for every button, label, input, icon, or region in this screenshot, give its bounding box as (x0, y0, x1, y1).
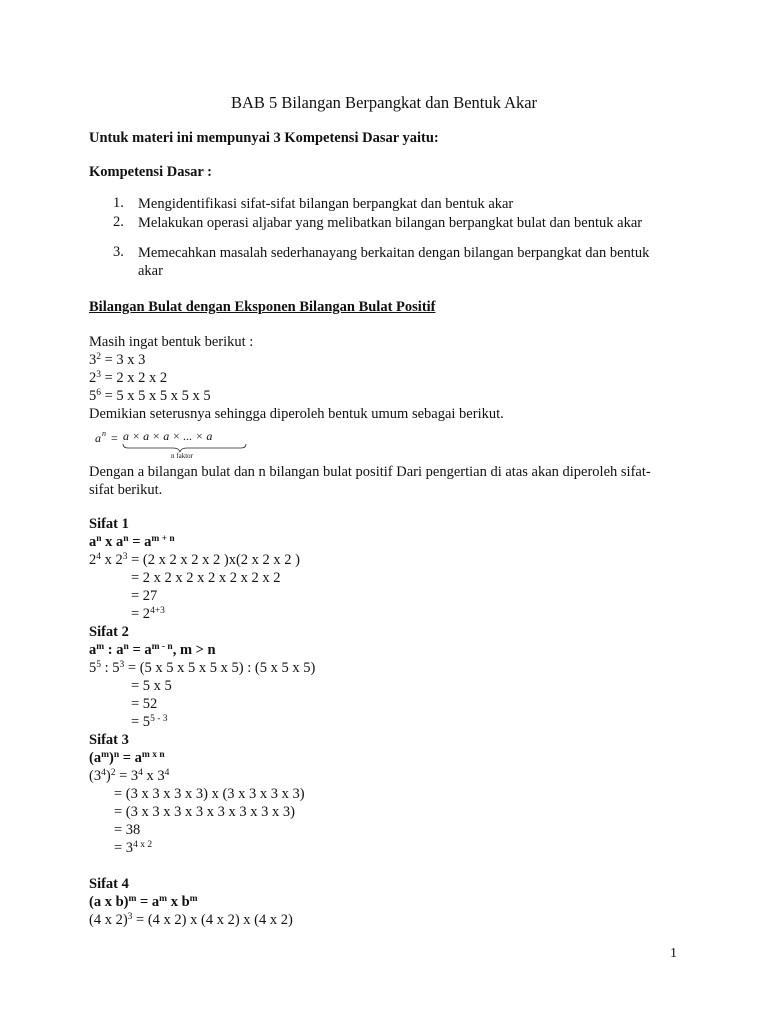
sifat-3-step: = 38 (114, 822, 141, 838)
sifat-3-step: = (3 x 3 x 3 x 3 x 3 x 3 x 3 x 3) (114, 804, 295, 820)
example-line: $5^6 = 5$ x 5 x 5 x 5 x 5 (89, 388, 211, 404)
sifat-4-example: (4 x 2)$^3$ = (4 x 2) x (4 x 2) x (4 x 2) (89, 912, 293, 928)
list-number: 1. (113, 195, 124, 211)
kd-heading: Kompetensi Dasar : (89, 164, 212, 180)
sifat-1-step: = 27 (131, 588, 158, 604)
sifat-1-example: $2^4$ x $2^3 = (2$ x 2 x 2 x 2 )x(2 x 2 x 2 ) (89, 552, 300, 568)
general-text: Demikian seterusnya sehingga diperoleh bentuk umum sebagai berikut. (89, 406, 504, 422)
list-item: Memecahkan masalah sederhanayang berkaitan dengan bilangan berpangkat dan bentuk (138, 245, 650, 261)
list-number: 3. (113, 244, 124, 260)
sifat-3-heading: Sifat 3 (89, 732, 129, 748)
intro-text: Untuk materi ini mempunyai 3 Kompetensi Dasar yaitu: (89, 130, 439, 146)
list-number: 2. (113, 214, 124, 230)
sifat-4-heading: Sifat 4 (89, 876, 129, 892)
list-item: Melakukan operasi aljabar yang melibatkan bilangan berpangkat bulat dan bentuk akar (138, 215, 643, 231)
svg-text:a: a (95, 431, 101, 445)
sifat-3-rule: $(a^m)^n = a^{m x n}$ (89, 750, 165, 766)
svg-text:a × a × a × ... × a: a × a × a × ... × a (123, 429, 213, 443)
svg-text:=: = (111, 431, 118, 445)
general-formula (93, 427, 263, 459)
section-heading: Bilangan Bulat dengan Eksponen Bilangan Bulat Positif (89, 299, 436, 315)
sifat-3-example: $(3^4)^2 = 3^4$ x $3^4$ (89, 768, 170, 784)
sifat-1-step: = 2 x 2 x 2 x 2 x 2 x 2 x 2 (131, 570, 281, 586)
sifat-2-step: = $5^{5 - 3}$ (131, 714, 168, 730)
sifat-3-step: = $3^{4 x 2}$ (114, 840, 153, 856)
sifat-1-rule: $a^n$ x $a^n = a^{m + n}$ (89, 534, 175, 550)
svg-text:n faktor: n faktor (171, 452, 193, 459)
sifat-4-rule: (a x $b)^m = a^m$ x $b^m$ (89, 894, 198, 910)
sifat-2-step: = 52 (131, 696, 158, 712)
sifat-1-step: = $2^{4+3}$ (131, 606, 165, 622)
list-item-continued: akar (138, 263, 163, 279)
sifat-2-heading: Sifat 2 (89, 624, 129, 640)
page-number: 1 (670, 946, 677, 961)
definition-text: Dengan a bilangan bulat dan n bilangan bulat positif Dari pengertian di atas akan diperoleh sifat- (89, 464, 651, 480)
example-line: $2^3 = 2$ x 2 x 2 (89, 370, 168, 386)
definition-text: sifat berikut. (89, 482, 163, 498)
sifat-1-heading: Sifat 1 (89, 516, 129, 532)
recall-text: Masih ingat bentuk berikut : (89, 334, 254, 350)
sifat-3-step: = (3 x 3 x 3 x 3) x (3 x 3 x 3 x 3) (114, 786, 305, 802)
sifat-2-example: $5^5$ : $5^3 = (5$ x 5 x 5 x 5 x 5) : (5 x 5 x 5) (89, 660, 316, 676)
list-item: Mengidentifikasi sifat-sifat bilangan berpangkat dan bentuk akar (138, 196, 514, 212)
sifat-2-step: = 5 x 5 (131, 678, 172, 694)
sifat-2-rule: $a^m$ : $a^n = a^{m - n}$, m > n (89, 642, 216, 658)
page-title: BAB 5 Bilangan Berpangkat dan Bentuk Akar (230, 93, 538, 112)
svg-text:n: n (102, 429, 106, 438)
example-line: $3^2 = 3$ x 3 (89, 352, 146, 368)
